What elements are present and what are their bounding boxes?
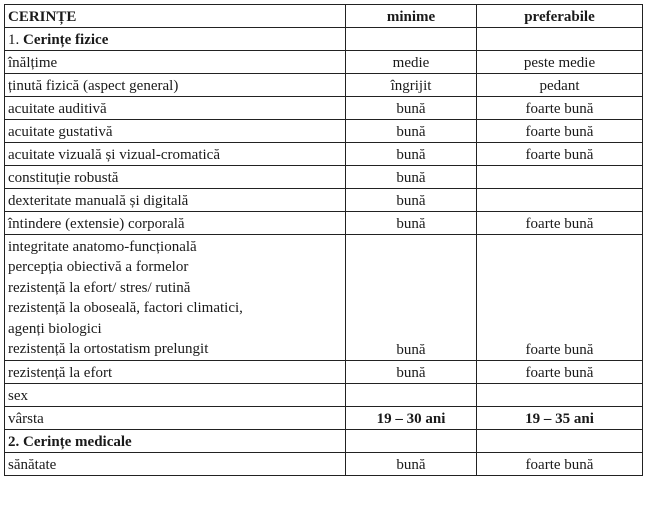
row-label: sex [5, 384, 346, 407]
row-label-line: rezistență la oboseală, factori climatici, [8, 300, 243, 317]
table-row [5, 453, 643, 476]
row-label: dexteritate manuală și digitală [5, 189, 346, 212]
table-row [5, 384, 643, 407]
row-label-multiline [5, 235, 346, 361]
row-preferable: foarte bună [477, 120, 643, 143]
header-row [5, 5, 643, 28]
table-row [5, 120, 643, 143]
row-label: ținută fizică (aspect general) [5, 74, 346, 97]
row-minimum: bună [346, 97, 477, 120]
row-preferable [477, 384, 643, 407]
section-physical: 1. Cerințe fizice [5, 28, 346, 51]
row-preferable: foarte bună [477, 453, 643, 476]
row-minimum: bună [346, 166, 477, 189]
row-preferable [477, 189, 643, 212]
row-minimum: bună [346, 189, 477, 212]
row-label-line: rezistență la efort/ stres/ rutină [8, 279, 191, 296]
table-row [5, 361, 643, 384]
table-row [5, 74, 643, 97]
row-minimum [346, 384, 477, 407]
section-row [5, 28, 643, 51]
row-label: constituție robustă [5, 166, 346, 189]
row-label-line: rezistență la ortostatism prelungit [8, 341, 209, 358]
row-label: înălțime [5, 51, 346, 74]
row-minimum: medie [346, 51, 477, 74]
header-requirements: CERINȚE [5, 5, 346, 28]
table-row [5, 143, 643, 166]
row-label: întindere (extensie) corporală [5, 212, 346, 235]
table-row [5, 97, 643, 120]
row-label: sănătate [5, 453, 346, 476]
row-minimum: bună [346, 361, 477, 384]
row-preferable: pedant [477, 74, 643, 97]
row-label-line: integritate anatomo-funcțională [8, 239, 197, 255]
row-minimum: bună [346, 120, 477, 143]
section-medical: 2. Cerințe medicale [5, 430, 346, 453]
requirements-table [4, 4, 643, 476]
row-preferable: foarte bună [477, 235, 643, 361]
row-minimum: 19 – 30 ani [346, 407, 477, 430]
row-preferable: foarte bună [477, 143, 643, 166]
row-preferable: peste medie [477, 51, 643, 74]
row-minimum: îngrijit [346, 74, 477, 97]
table-row [5, 189, 643, 212]
table-row [5, 407, 643, 430]
row-label: acuitate vizuală și vizual-cromatică [5, 143, 346, 166]
table-row-multiline [5, 235, 643, 361]
row-preferable: foarte bună [477, 361, 643, 384]
row-label-line: percepția obiectivă a formelor [8, 259, 189, 276]
row-label-line: agenți biologici [8, 320, 102, 337]
table-row [5, 51, 643, 74]
row-minimum: bună [346, 453, 477, 476]
row-label: acuitate gustativă [5, 120, 346, 143]
row-label: rezistență la efort [5, 361, 346, 384]
section-row [5, 430, 643, 453]
table-row [5, 212, 643, 235]
header-preferable: preferabile [477, 5, 643, 28]
row-preferable: 19 – 35 ani [477, 407, 643, 430]
row-preferable [477, 166, 643, 189]
header-minimum: minime [346, 5, 477, 28]
row-minimum: bună [346, 143, 477, 166]
row-minimum: bună [346, 235, 477, 361]
row-preferable: foarte bună [477, 97, 643, 120]
row-label: acuitate auditivă [5, 97, 346, 120]
row-label: vârsta [5, 407, 346, 430]
table-row [5, 166, 643, 189]
row-preferable: foarte bună [477, 212, 643, 235]
row-minimum: bună [346, 212, 477, 235]
